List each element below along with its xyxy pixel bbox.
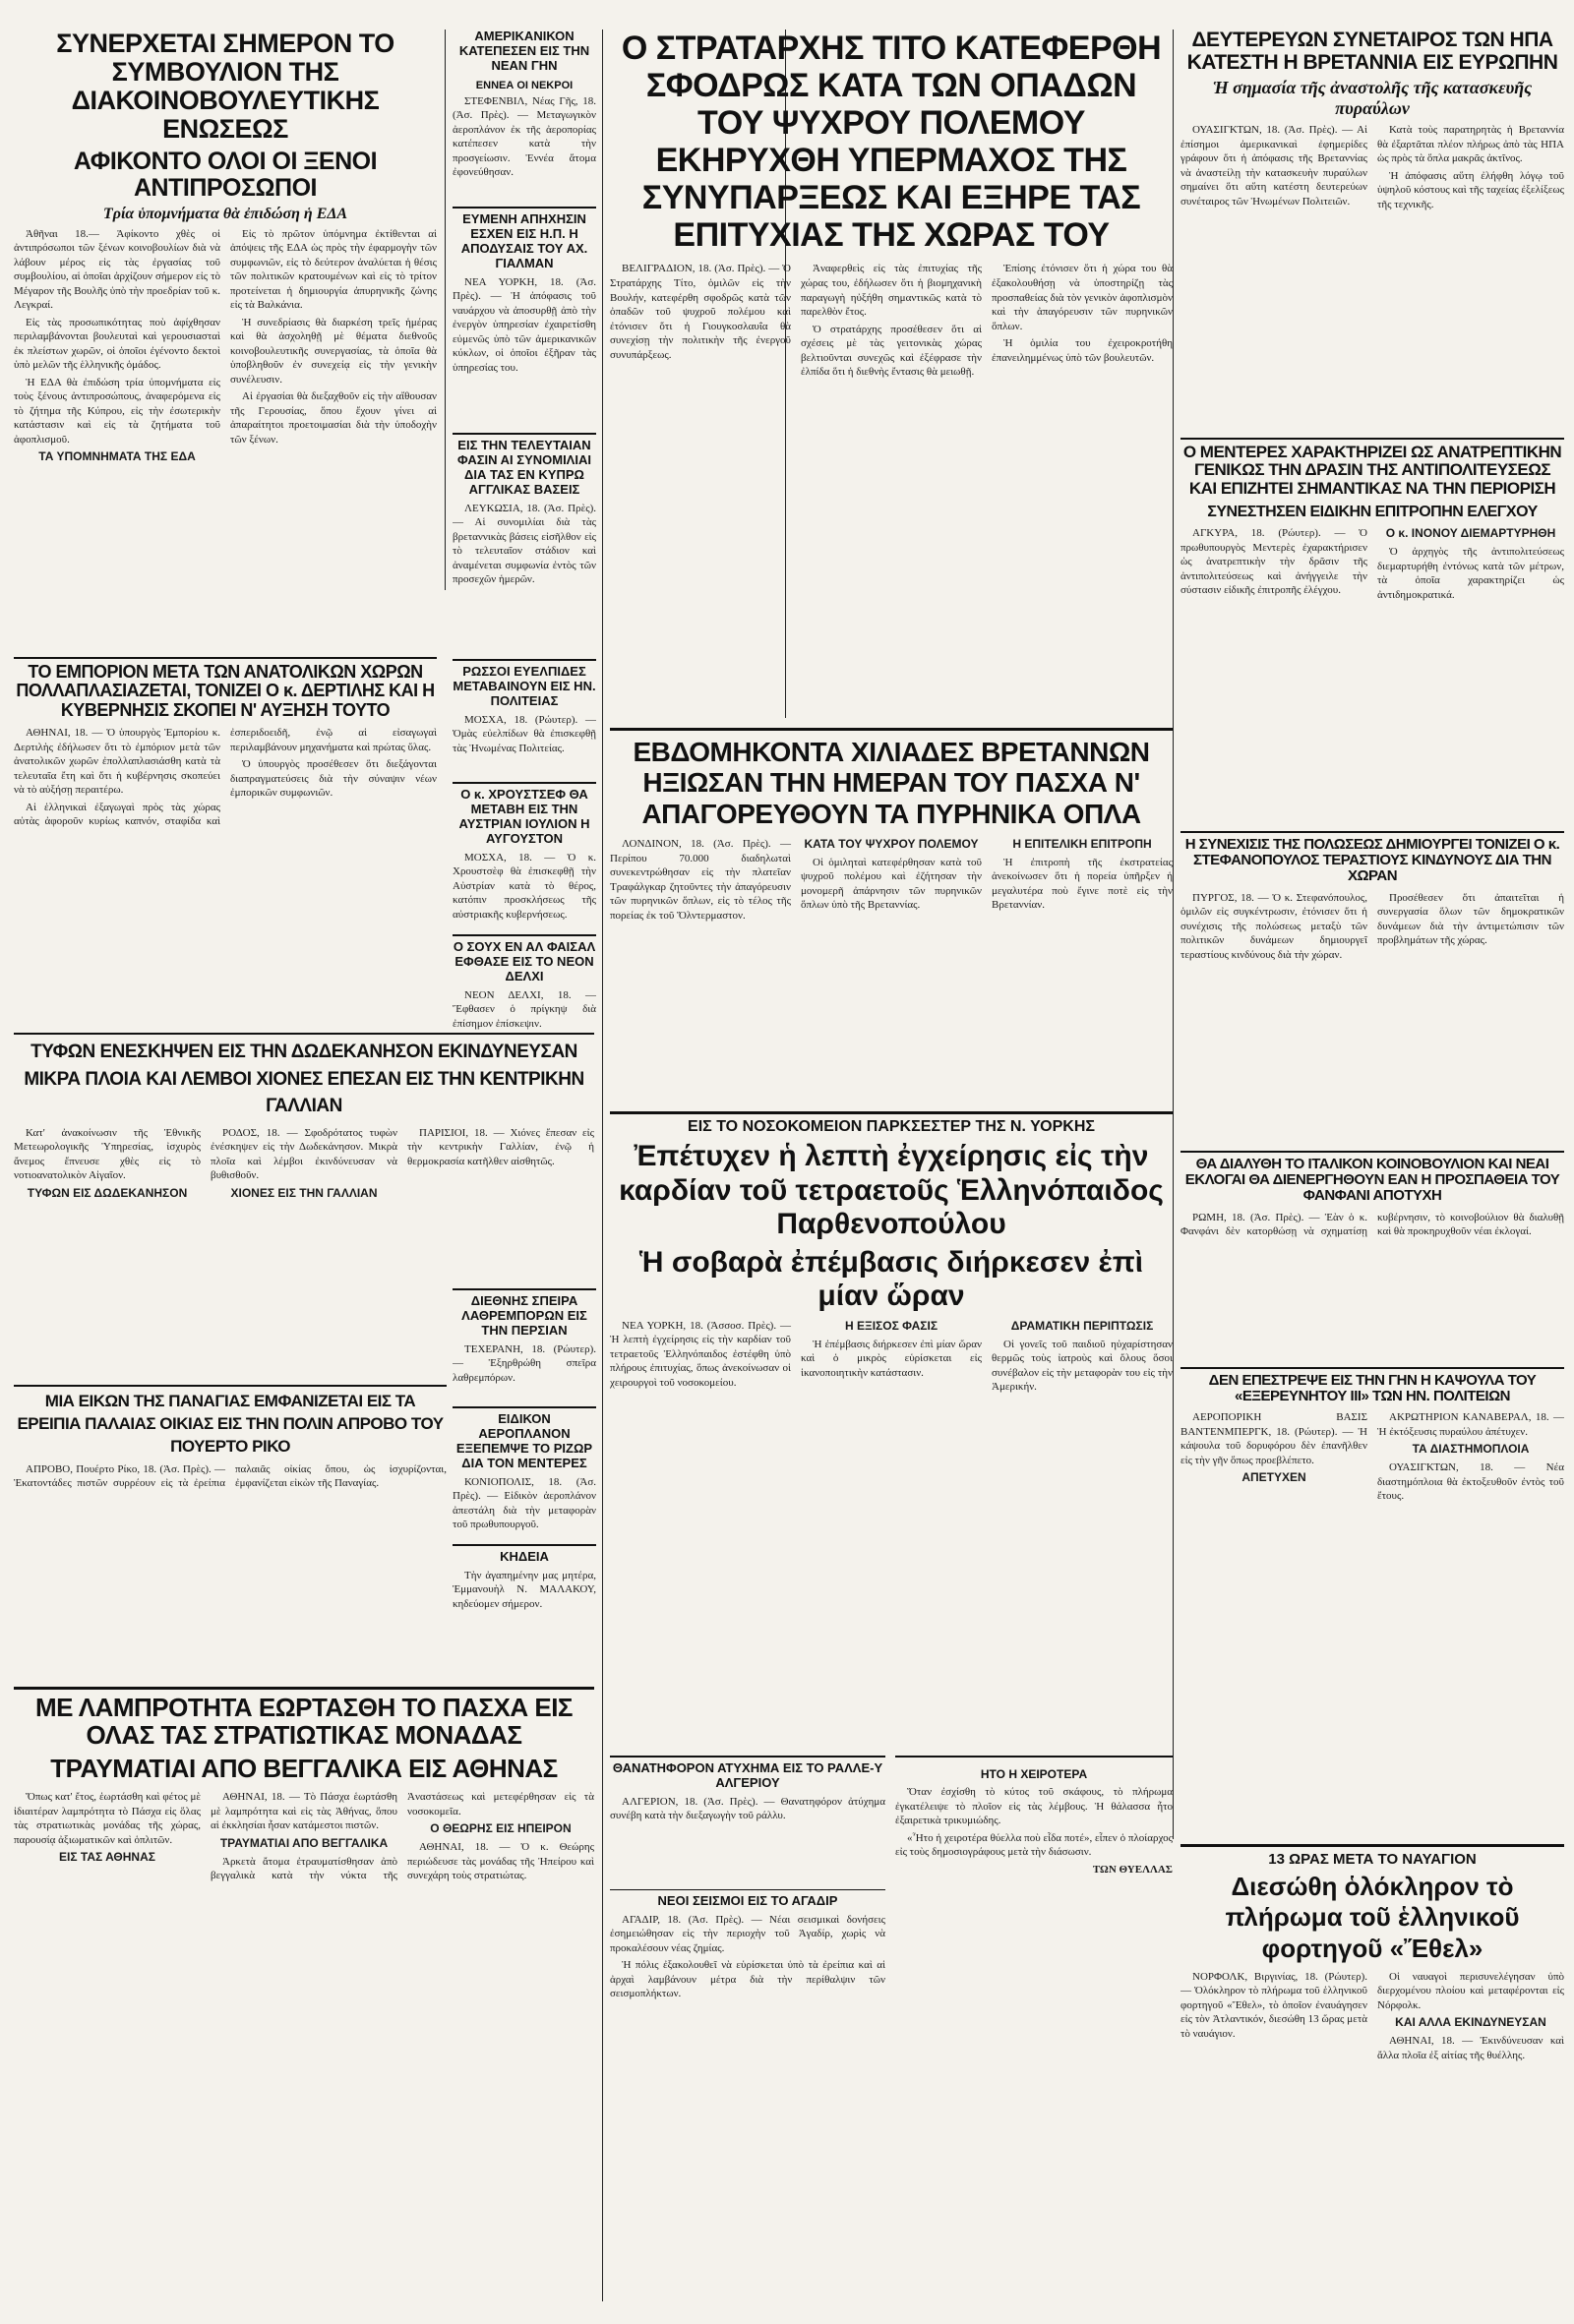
article-body: ΡΩΜΗ, 18. (Ἀσ. Πρὲς). — Ἐὰν ὁ κ. Φανφάνι δὲν κατορθώσῃ νὰ σχηματίσῃ κυβέρνησιν, τὸ κοινοβούλιον θὰ διαλυθῇ καὶ θὰ προκηρυχθοῦν νέαι ἐκλογαί. [1180, 1211, 1564, 1238]
article-body: ΑΠΡΟΒΟ, Πουέρτο Ρίκο, 18. (Ἀσ. Πρὲς). — Ἑκατοντάδες πιστῶν συρρέουν εἰς τὰ ἐρείπια παλαιᾶς οἰκίας ὅπου, ὡς ἰσχυρίζονται, ἐμφανίζεται εἰκὼν τῆς Παναγίας. [14, 1462, 447, 1490]
article-body-secondary: ΑΓΑΔΙΡ, 18. (Ἀσ. Πρὲς). — Νέαι σεισμικαὶ δονήσεις ἐσημειώθησαν εἰς τὴν περιοχὴν τοῦ Ἀγαδίρ, χωρὶς νὰ προκαλέσουν νέας ζημίας. Ἡ πόλις ἐξακολουθεῖ νὰ εὑρίσκεται ὑπὸ τὰ ἐρείπια καὶ αἱ ἀρχαὶ λαμβάνουν μέτρα διὰ τὴν περίθαλψιν τῶν σεισμοπλήκτων. [610, 1913, 885, 2000]
headline-secondary: ΤΡΑΥΜΑΤΙΑΙ ΑΠΟ ΒΕΓΓΑΛΙΚΑ ΕΙΣ ΑΘΗΝΑΣ [50, 1754, 558, 1784]
dateline: ΠΥΡΓΟΣ, 18. [1192, 891, 1254, 904]
kicker: ΕΥΜΕΝΗ ΑΠΗΧΗΣΙΝ ΕΣΧΕΝ ΕΙΣ Η.Π. Η ΑΠΟΔΥΣΑΙΣ ΤΟΥ ΑΧ. ΓΙΑΛΜΑΝ [453, 207, 596, 271]
article-easter-military [14, 1687, 594, 2301]
subsection-heading: ΤΡΑΥΜΑΤΙΑΙ ΑΠΟ ΒΕΓΓΑΛΙΚΑ [219, 1835, 389, 1850]
deceased-name: Ἐμμανουὴλ Ν. ΜΑΛΑΚΟΥ [453, 1583, 594, 1596]
subsection-heading: ΤΑ ΥΠΟΜΝΗΜΑΤΑ ΤΗΣ ΕΔΑ [38, 449, 196, 464]
dateline: ΜΟΣΧΑ, 18. (Ρώυτερ). [464, 713, 578, 726]
headline: Διεσώθη ὁλόκληρον τὸ πλήρωμα τοῦ ἑλληνικοῦ φορτηγοῦ «Ἔθελ» [1225, 1872, 1520, 1963]
headline: ΜΕ ΛΑΜΠΡΟΤΗΤΑ ΕΩΡΤΑΣΘΗ ΤΟ ΠΑΣΧΑ ΕΙΣ ΟΛΑΣ ΤΑΣ ΣΤΡΑΤΙΩΤΙΚΑΣ ΜΟΝΑΔΑΣ [34, 1693, 574, 1751]
article-body: ΚΟΝΙΟΠΟΛΙΣ, 18. (Ἀσ. Πρὲς). — Εἰδικὸν ἀεροπλάνον ἀπεστάλη διὰ τὴν μεταφορὰν τοῦ πρωθυπουργοῦ. [453, 1475, 596, 1531]
subsection-heading: ΔΡΑΜΑΤΙΚΗ ΠΕΡΙΠΤΩΣΙΣ [1010, 1318, 1154, 1333]
dateline: ΑΓΑΔΙΡ, 18. (Ἀσ. Πρὲς). [622, 1913, 745, 1926]
kicker-secondary: ΝΕΟΙ ΣΕΙΣΜΟΙ ΕΙΣ ΤΟ ΑΓΑΔΙΡ [610, 1889, 885, 1909]
kicker: ΕΙΣ ΤΗΝ ΤΕΛΕΥΤΑΙΑΝ ΦΑΣΙΝ ΑΙ ΣΥΝΟΜΙΛΙΑΙ ΔΙΑ ΤΑΣ ΕΝ ΚΥΠΡΩ ΑΓΓΛΙΚΑΣ ΒΑΣΕΙΣ [453, 433, 596, 498]
dateline: ΝΟΡΦΟΛΚ, Βιργινίας, 18. (Ρώυτερ). [1192, 1970, 1367, 1983]
subheadline: ΣΥΝΕΣΤΗΣΕΝ ΕΙΔΙΚΗΝ ΕΠΙΤΡΟΠΗΝ ΕΛΕΓΧΟΥ [1207, 504, 1538, 521]
article-body: ΝΕΑ ΥΟΡΚΗ, 18. (Ἀσ. Πρὲς). — Ἡ ἀπόφασις τοῦ ναυάρχου νὰ ἀποσυρθῇ ἀπὸ τὴν ἐνεργὸν ὑπηρεσίαν ἐχαιρετίσθη εὐμενῶς ὑπὸ τῶν ἀμερικανικῶν κύκλων, οἱ ὁποῖοι ἐξῆραν τὰς ὑπηρεσίας του. [453, 275, 596, 374]
headline: Ο ΜΕΝΤΕΡΕΣ ΧΑΡΑΚΤΗΡΙΖΕΙ ΩΣ ΑΝΑΤΡΕΠΤΙΚΗΝ ΓΕΝΙΚΩΣ ΤΗΝ ΔΡΑΣΙΝ ΤΗΣ ΑΝΤΙΠΟΛΙΤΕΥΣΕΩΣ ΚΑΙ ΕΠΙΖΗΤΕΙ ΣΗΜΑΝΤΙΚΑΣ ΝΑ ΤΗΝ ΠΕΡΙΟΡΙΣΗ [1182, 443, 1562, 498]
dateline: ΛΟΝΔΙΝΟΝ, 18. (Ἀσ. Πρὲς). [622, 838, 771, 851]
article-body: ΜΟΣΧΑ, 18. — Ὁ κ. Χρουστσὲφ θὰ ἐπισκεφθῇ τὴν Αὐστρίαν κατὰ τὸ θέρος, κατόπιν προσκλήσεως τῆς αὐστριακῆς κυβερνήσεως. [453, 851, 596, 921]
kicker: ΡΩΣΣΟΙ ΕΥΕΛΠΙΔΕΣ ΜΕΤΑΒΑΙΝΟΥΝ ΕΙΣ ΗΝ. ΠΟΛΙΤΕΙΑΣ [453, 659, 596, 709]
kicker: ΑΜΕΡΙΚΑΝΙΚΟΝ ΚΑΤΕΠΕΣΕΝ ΕΙΣ ΤΗΝ ΝΕΑΝ ΓΗΝ [458, 29, 590, 73]
kicker: ΘΑΝΑΤΗΦΟΡΟΝ ΑΤΥΧΗΜΑ ΕΙΣ ΤΟ ΡΑΛΛΕ-Υ ΑΛΓΕΡΙΟΥ [612, 1760, 883, 1790]
article-madonna-puerto-rico [14, 1385, 447, 1595]
dateline: ΡΟΔΟΣ, 18. [222, 1126, 280, 1139]
article-body: ΜΟΣΧΑ, 18. (Ρώυτερ). — Ὁμὰς εὐελπίδων θὰ ἐπισκεφθῇ τὰς Ἡνωμένας Πολιτείας. [453, 713, 596, 754]
article-body: Κατ' ἀνακοίνωσιν τῆς Ἐθνικῆς Μετεωρολογικῆς Ὑπηρεσίας, ἰσχυρὸς ἄνεμος ἔπνευσε χθὲς εἰς τὸ νοτιοανατολικὸν Αἰγαῖον. ΤΥΦΩΝ ΕΙΣ ΔΩΔΕΚΑΝΗΣΟΝ ΡΟΔΟΣ, 18. — Σφοδρότατος τυφὼν ἐνέσκηψεν εἰς τὴν Δωδεκάνησον. Μικρὰ πλοῖα καὶ λέμβοι ἐκινδύνευσαν νὰ βυθισθοῦν. ΧΙΟΝΕΣ ΕΙΣ ΤΗΝ ΓΑΛΛΙΑΝ ΠΑΡΙΣΙΟΙ, 18. — Χιόνες ἔπεσαν εἰς τὴν κεντρικὴν Γαλλίαν, ἐνῷ ἡ θερμοκρασία κατῆλθεν αἰσθητῶς. [14, 1126, 594, 1200]
article-body: ΛΟΝΔΙΝΟΝ, 18. (Ἀσ. Πρὲς). — Περίπου 70.000 διαδηλωταὶ συνεκεντρώθησαν εἰς τὴν πλατεῖαν Τραφάλγκαρ ζητοῦντες τὴν ἀπαγόρευσιν τῶν πυρηνικῶν ὅπλων, εἰς τὸ τέλος τῆς πορείας ἐκ τοῦ Ὄλντερμαστον. ΚΑΤΑ ΤΟΥ ΨΥΧΡΟΥ ΠΟΛΕΜΟΥ Οἱ ὁμιληταὶ κατεφέρθησαν κατὰ τοῦ ψυχροῦ πολέμου καὶ ἐζήτησαν τὴν μονομερῆ ἀπάρνησιν τῶν πυρηνικῶν ὅπλων ὑπὸ τῆς Βρεταννίας. Η ΕΠΙΤΕΛΙΚΗ ΕΠΙΤΡΟΠΗ Ἡ ἐπιτροπὴ τῆς ἐκστρατείας ἀνεκοίνωσεν ὅτι ἡ πορεία ὑπῆρξεν ἡ μεγαλυτέρα ποὺ ἔγινε ποτὲ εἰς τὴν Βρεταννίαν. [610, 837, 1173, 922]
dateline: ΑΘΗΝΑΙ, 18. [1389, 2035, 1455, 2048]
article-body: ΝΟΡΦΟΛΚ, Βιργινίας, 18. (Ρώυτερ). — Ὁλόκληρον τὸ πλήρωμα τοῦ ἑλληνικοῦ φορτηγοῦ «Ἔθελ», τὸ ὁποῖον ἐναυάγησεν εἰς τὸν Ἀτλαντικόν, διεσώθη 13 ὥρας μετὰ τὸ ναυάγιον. Οἱ ναυαγοὶ περισυνελέγησαν ὑπὸ διερχομένου πλοίου καὶ μεταφέρονται εἰς Νόρφολκ. ΚΑΙ ΑΛΛΑ ΕΚΙΝΔΥΝΕΥΣΑΝ ΑΘΗΝΑΙ, 18. — Ἐκινδύνευσαν καὶ ἄλλα πλοῖα ἐξ αἰτίας τῆς θυέλλης. [1180, 1970, 1564, 2061]
subsection-heading: ΚΑΤΑ ΤΟΥ ΨΥΧΡΟΥ ΠΟΛΕΜΟΥ [804, 837, 979, 852]
dateline: ΝΕΑ ΥΟΡΚΗ, 18. (Ἀσσοσ. Πρὲς). [622, 1319, 777, 1332]
kicker: ΕΙΣ ΤΟ ΝΟΣΟΚΟΜΕΙΟΝ ΠΑΡΚΣΕΣΤΕΡ ΤΗΣ Ν. ΥΟΡΚΗΣ [688, 1118, 1095, 1135]
dateline: ΑΚΡΩΤΗΡΙΟΝ ΚΑΝΑΒΕΡΑΛ, 18. [1389, 1411, 1549, 1424]
article-body: Ἀθῆναι 18.— Ἀφίκοντο χθὲς οἱ ἀντιπρόσωποι τῶν ξένων κοινοβουλίων διὰ νὰ λάβουν μέρος εἰς τὰς ἐργασίας τοῦ συμβουλίου, αἱ ὁποῖαι ἀρχίζουν σήμερον εἰς τὸ Μέγαρον τῆς Βουλῆς ὑπὸ τὴν προεδρίαν τοῦ κ. Λεγκραί. Εἰς τὰς προσωπικότητας ποὺ ἀφίχθησαν περιλαμβάνονται βουλευταὶ καὶ γερουσιασταὶ ἐκ πλείστων χωρῶν, οἱ ὁποῖοι ἐγένοντο δεκτοὶ ὑπὸ μελῶν τῆς ἑλληνικῆς ὁμάδος. Ἡ ΕΔΑ θὰ ἐπιδώση τρία ὑπομνήματα εἰς τοὺς ξένους ἀντιπροσώπους, ἀναφερόμενα εἰς τὸ ζήτημα τῆς Κύπρου, εἰς τὴν ἐσωτερικὴν κατάστασιν καὶ εἰς τὰ ζητήματα τοῦ ἀφοπλισμοῦ. ΤΑ ΥΠΟΜΝΗΜΑΤΑ ΤΗΣ ΕΔΑ Εἰς τὸ πρῶτον ὑπόμνημα ἐκτίθενται αἱ ἀπόψεις τῆς ΕΔΑ ὡς πρὸς τὴν ἐφαρμογὴν τῶν συμφωνιῶν, εἰς τὸ δεύτερον ἀναλύεται ἡ θέσις τῶν πολιτικῶν κρατουμένων καὶ εἰς τὸ τρίτον προτείνεται ἡ δημιουργία ἀπυρηνικῆς ζώνης εἰς τὰ Βαλκάνια. Ἡ συνεδρίασις θὰ διαρκέση τρεῖς ἡμέρας καὶ θὰ ἀσχοληθῇ μὲ θέματα διεθνοῦς κοινοβουλευτικῆς συνεργασίας, τὰ ὁποῖα θὰ ὑποβληθοῦν ἐν συνεχείᾳ εἰς τὴν γενικὴν συνέλευσιν. Αἱ ἐργασίαι θὰ διεξαχθοῦν εἰς τὴν αἴθουσαν τῆς Γερουσίας, ὅπου ἔχουν γίνει αἱ ἀπαραίτητοι προετοιμασίαι διὰ τὴν ὑποδοχὴν τῶν ξένων. [14, 227, 437, 464]
article-italian-parliament [1180, 1151, 1564, 1373]
article-tito [610, 30, 1173, 778]
dateline: ΑΛΓΕΡΙΟΝ, 18. (Ἀσ. Πρὲς). [622, 1795, 758, 1808]
kicker: ΕΙΔΙΚΟΝ ΑΕΡΟΠΛΑΝΟΝ ΕΞΕΠΕΜΨΕ ΤΟ ΡΙΖΩΡ ΔΙΑ ΤΟΝ ΜΕΝΤΕΡΕΣ [453, 1406, 596, 1471]
article-funeral [453, 1544, 596, 1657]
subsection-heading: Ο κ. ΙΝΟΝΟΥ ΔΙΕΜΑΡΤΥΡΗΘΗ [1385, 526, 1556, 541]
headline-secondary: Ἡ σοβαρὰ ἐπέμβασις διήρκεσεν ἐπὶ μίαν ὥραν [638, 1245, 1144, 1312]
article-body: ΟΥΑΣΙΓΚΤΩΝ, 18. (Ἀσ. Πρὲς). — Αἱ ἐπίσημοι ἀμερικανικαὶ ἐφημερίδες γράφουν ὅτι ἡ ἀπόφασις τῆς Βρεταννίας νὰ ἀναστείλῃ τὴν κατασκευὴν πυραύλων σημαίνει ὅτι αὕτη κατέστη δευτερεύων συνέταιρος τῶν Ἡνωμένων Πολιτειῶν. Κατὰ τοὺς παρατηρητὰς ἡ Βρεταννία θὰ ἐξαρτᾶται πλέον πλήρως ἀπὸ τὰς ΗΠΑ ὡς πρὸς τὰ ὅπλα μακρᾶς ἀκτῖνος. Ἡ ἀπόφασις αὕτη ἐλήφθη λόγῳ τοῦ ὑψηλοῦ κόστους καὶ τῆς ταχείας ἐξελίξεως τῆς τεχνικῆς. [1180, 124, 1564, 210]
article-eastern-trade [14, 657, 437, 1021]
article-body: ΛΕΥΚΩΣΙΑ, 18. (Ἀσ. Πρὲς). — Αἱ συνομιλίαι διὰ τὰς βρεταννικὰς βάσεις εἰσῆλθον εἰς τὸ τελευταῖον στάδιον καὶ ἀναμένεται συμφωνία ἐντὸς τῶν προσεχῶν ἡμερῶν. [453, 502, 596, 586]
headline: ΜΙΑ ΕΙΚΩΝ ΤΗΣ ΠΑΝΑΓΙΑΣ ΕΜΦΑΝΙΖΕΤΑΙ ΕΙΣ ΤΑ ΕΡΕΙΠΙΑ ΠΑΛΑΙΑΣ ΟΙΚΙΑΣ ΕΙΣ ΤΗΝ ΠΟΛΙΝ ΑΠΡΟΒΟ ΤΟΥ ΠΟΥΕΡΤΟ ΡΙΚΟ [17, 1392, 444, 1456]
article-body: ΝΕΑ ΥΟΡΚΗ, 18. (Ἀσσοσ. Πρὲς). — Ἡ λεπτὴ ἐγχείρησις εἰς τὴν καρδίαν τοῦ τετραετοῦς Ἑλληνόπαιδος ἐστέφθη ὑπὸ πλήρους ἐπιτυχίας, ὅπως ἀνεκοίνωσαν οἱ χειρουργοὶ τοῦ νοσοκομείου. Η ΕΞΙΣΟΣ ΦΑΣΙΣ Ἡ ἐπέμβασις διήρκεσεν ἐπὶ μίαν ὥραν καὶ ὁ μικρὸς εὑρίσκεται εἰς ἱκανοποιητικὴν κατάστασιν. ΔΡΑΜΑΤΙΚΗ ΠΕΡΙΠΤΩΣΙΣ Οἱ γονεῖς τοῦ παιδιοῦ ηὐχαρίστησαν θερμῶς τοὺς ἰατροὺς καὶ ὅλους ὅσοι συνέβαλον εἰς τὴν μεταφορὰν του εἰς τὴν Ἀμερικήν. [610, 1318, 1173, 1394]
subsection-heading: ΚΑΙ ΑΛΛΑ ΕΚΙΝΔΥΝΕΥΣΑΝ [1395, 2015, 1546, 2030]
dateline: ΟΥΑΣΙΓΚΤΩΝ, 18. (Ἀσ. Πρὲς). [1192, 124, 1338, 137]
dateline: ΑΠΡΟΒΟ, Πουέρτο Ρίκο, 18. (Ἀσ. Πρὲς). [26, 1462, 212, 1475]
dateline: ΝΕΑ ΥΟΡΚΗ, 18. (Ἀσ. Πρὲς). [453, 275, 596, 303]
article-body: ΝΕΟΝ ΔΕΛΧΙ, 18. — Ἔφθασεν ὁ πρίγκηψ διὰ ἐπίσημον ἐπίσκεψιν. [453, 988, 596, 1030]
article-britain-junior-partner [1180, 30, 1564, 447]
headline: ΔΕΥΤΕΡΕΥΩΝ ΣΥΝΕΤΑΙΡΟΣ ΤΩΝ ΗΠΑ ΚΑΤΕΣΤΗ Η ΒΡΕΤΑΝΝΙΑ ΕΙΣ ΕΥΡΩΠΗΝ [1186, 29, 1558, 74]
subsection-heading: ΧΙΟΝΕΣ ΕΙΣ ΤΗΝ ΓΑΛΛΙΑΝ [230, 1185, 378, 1200]
article-body: Ὅταν ἐσχίσθη τὸ κύτος τοῦ σκάφους, τὸ πλήρωμα ἐγκατέλειψε τὸ πλοῖον εἰς τὰς λέμβους. Ἡ θάλασσα ἦτο ἐξαιρετικὰ τρικυμιώδης. «Ἦτο ἡ χειροτέρα θύελλα ποὺ εἶδα ποτέ», εἶπεν ὁ πλοίαρχος εἰς τοὺς δημοσιογράφους μετὰ τὴν διάσωσιν. ΤΩΝ ΘΥΕΛΛΑΣ [895, 1786, 1173, 1876]
article-discoverer-capsule [1180, 1367, 1564, 1637]
subsection-heading: Ο ΘΕΩΡΗΣ ΕΙΣ ΗΠΕΙΡΟΝ [430, 1821, 572, 1836]
subheadline: Τρία ὑπομνήματα θὰ ἐπιδώση ἡ ΕΔΑ [102, 205, 348, 222]
subsection-heading: ΑΠΕΤΥΧΕΝ [1241, 1470, 1306, 1485]
dateline: ΛΕΥΚΩΣΙΑ, 18. (Ἀσ. Πρὲς). [464, 502, 596, 514]
headline: ΤΥΦΩΝ ΕΝΕΣΚΗΨΕΝ ΕΙΣ ΤΗΝ ΔΩΔΕΚΑΝΗΣΟΝ ΕΚΙΝΔΥΝΕΥΣΑΝ ΜΙΚΡΑ ΠΛΟΙΑ ΚΑΙ ΛΕΜΒΟΙ ΧΙΟΝΕΣ ΕΠΕΣΑΝ ΕΙΣ ΤΗΝ ΚΕΝΤΡΙΚΗΝ ΓΑΛΛΙΑΝ [24, 1042, 584, 1117]
subsection-heading: Η ΕΞΙΣΟΣ ΦΑΣΙΣ [844, 1318, 938, 1333]
signature: ΤΩΝ ΘΥΕΛΛΑΣ [1092, 1863, 1173, 1876]
subkicker: ΕΝΝΕΑ ΟΙ ΝΕΚΡΟΙ [475, 79, 574, 91]
subsection-heading: Η ΕΠΙΤΕΛΙΚΗ ΕΠΙΤΡΟΠΗ [1012, 837, 1152, 852]
article-body: Ὅπως κατ' ἔτος, ἑωρτάσθη καὶ φέτος μὲ ἰδιαιτέραν λαμπρότητα τὸ Πάσχα εἰς ὅλας τὰς στρατιωτικὰς μονάδας τῆς χώρας, παρουσίᾳ ἀξιωματικῶν καὶ ὁπλιτῶν. ΕΙΣ ΤΑΣ ΑΘΗΝΑΣ ΑΘΗΝΑΙ, 18. — Τὸ Πάσχα ἑωρτάσθη μὲ λαμπρότητα καὶ εἰς τὰς Ἀθήνας, ὅπου αἱ ἐκκλησίαι ἦσαν κατάμεστοι πιστῶν. ΤΡΑΥΜΑΤΙΑΙ ΑΠΟ ΒΕΓΓΑΛΙΚΑ Ἀρκετὰ ἄτομα ἐτραυματίσθησαν ἀπὸ βεγγαλικὰ κατὰ τὴν νύκτα τῆς Ἀναστάσεως καὶ μετεφέρθησαν εἰς τὰ νοσοκομεῖα. Ο ΘΕΩΡΗΣ ΕΙΣ ΗΠΕΙΡΟΝ ΑΘΗΝΑΙ, 18. — Ὁ κ. Θεώρης περιώδευσε τὰς μονάδας τῆς Ἠπείρου καὶ συνεχάρη τοὺς στρατιώτας. [14, 1791, 594, 1882]
article-ethel-rescue [1180, 1844, 1564, 2294]
kicker: 13 ΩΡΑΣ ΜΕΤΑ ΤΟ ΝΑΥΑΓΙΟΝ [1268, 1851, 1477, 1868]
subsection-heading: ΤΥΦΩΝ ΕΙΣ ΔΩΔΕΚΑΝΗΣΟΝ [27, 1185, 188, 1200]
subsection-heading: ΗΤΟ Η ΧΕΙΡΟΤΕΡΑ [980, 1767, 1088, 1781]
headline-secondary: ΑΦΙΚΟΝΤΟ ΟΛΟΙ ΟΙ ΞΕΝΟΙ ΑΝΤΙΠΡΟΣΩΠΟΙ [73, 147, 378, 202]
subsection-heading: ΤΑ ΔΙΑΣΤΗΜΟΠΛΟΙΑ [1412, 1442, 1530, 1457]
article-interparliamentary-union [14, 30, 437, 650]
headline: Η ΣΥΝΕΧΙΣΙΣ ΤΗΣ ΠΟΛΩΣΕΩΣ ΔΗΜΙΟΥΡΓΕΙ ΤΟΝΙΖΕΙ Ο κ. ΣΤΕΦΑΝΟΠΟΥΛΟΣ ΤΕΡΑΣΤΙΟΥΣ ΚΙΝΔΥΝΟΥΣ ΔΙΑ ΤΗΝ ΧΩΡΑΝ [1184, 836, 1560, 885]
article-body: ΑΛΓΕΡΙΟΝ, 18. (Ἀσ. Πρὲς). — Θανατηφόρον ἀτύχημα συνέβη κατὰ τὴν διεξαγωγὴν τοῦ ράλλυ. [610, 1795, 885, 1822]
article-worst-storm [895, 1756, 1173, 2282]
dateline: ΑΘΗΝΑΙ, 18. [26, 727, 89, 740]
subsection-heading: ΕΙΣ ΤΑΣ ΑΘΗΝΑΣ [59, 1850, 155, 1865]
article-body: ΒΕΛΙΓΡΑΔΙΟΝ, 18. (Ἀσ. Πρὲς). — Ὁ Στρατάρχης Τίτο, ὁμιλῶν εἰς τὴν Βουλήν, κατεφέρθη σφοδρῶς κατὰ τῶν ὀπαδῶν τοῦ ψυχροῦ πολέμου καὶ ἐτόνισεν ὅτι ἡ Γιουγκοσλαυΐα θὰ συνεχίσῃ τὴν πολιτικὴν τῆς ἐνεργοῦ συνυπάρξεως. Ἀναφερθεὶς εἰς τὰς ἐπιτυχίας τῆς χώρας του, ἐδήλωσεν ὅτι ἡ βιομηχανικὴ παραγωγὴ ηὐξήθη σημαντικῶς κατὰ τὸ παρελθὸν ἔτος. Ὁ στρατάρχης προσέθεσεν ὅτι αἱ σχέσεις μὲ τὰς γειτονικὰς χώρας βελτιοῦνται συνεχῶς καὶ ἐξέφρασε τὴν ἐλπίδα ὅτι ἡ διεθνὴς ἔντασις θὰ μειωθῇ. Ἐπίσης ἐτόνισεν ὅτι ἡ χώρα του θὰ ἐξακολουθήσῃ νὰ ὑποστηρίζῃ τὰς προσπαθείας διὰ τὸν γενικὸν ἀφοπλισμὸν καὶ τὴν ἀπαγόρευσιν τῶν πυρηνικῶν ὅπλων. Ἡ ὁμιλία του ἐχειροκροτήθη ἐπανειλημμένως ὑπὸ τῶν βουλευτῶν. [610, 263, 1173, 379]
dateline: ΒΕΛΙΓΡΑΔΙΟΝ, 18. (Ἀσ. Πρὲς). [622, 263, 766, 275]
dateline: ΑΓΚΥΡΑ, 18. (Ρώυτερ). [1192, 527, 1321, 540]
article-body: ΑΘΗΝΑΙ, 18. — Ὁ ὑπουργὸς Ἐμπορίου κ. Δερτιλὴς ἐδήλωσεν ὅτι τὸ ἐμπόριον μετὰ τῶν ἀνατολικῶν χωρῶν ἐπολλαπλασιάσθη κατὰ τὰ τελευταῖα ἔτη καὶ ὅτι ἡ κυβέρνησις σκοπεύει νὰ τὸ αὐξήσῃ περαιτέρω. Αἱ ἑλληνικαὶ ἐξαγωγαὶ πρὸς τὰς χώρας αὐτὰς ἀφοροῦν κυρίως καπνόν, σταφίδα καὶ ἐσπεριδοειδῆ, ἐνῷ αἱ εἰσαγωγαὶ περιλαμβάνουν μηχανήματα καὶ πρώτας ὕλας. Ὁ ὑπουργὸς προσέθεσεν ὅτι διεξάγονται διαπραγματεύσεις διὰ τὴν σύναψιν νέων ἐμπορικῶν συμφωνιῶν. [14, 727, 437, 828]
article-body: ΑΕΡΟΠΟΡΙΚΗ ΒΑΣΙΣ ΒΑΝΤΕΝΜΠΕΡΓΚ, 18. (Ρώυτερ). — Ἡ κάψουλα τοῦ δορυφόρου δὲν ἐπανῆλθεν εἰς τὴν γῆν ὅπως προεβλέπετο. ΑΠΕΤΥΧΕΝ ΑΚΡΩΤΗΡΙΟΝ ΚΑΝΑΒΕΡΑΛ, 18. — Ἡ ἐκτόξευσις πυραύλου ἀπέτυχεν. ΤΑ ΔΙΑΣΤΗΜΟΠΛΟΙΑ ΟΥΑΣΙΓΚΤΩΝ, 18. — Νέα διαστημόπλοια θὰ ἐκτοξευθοῦν ἐντὸς τοῦ ἔτους. [1180, 1411, 1564, 1503]
headline: ΤΟ ΕΜΠΟΡΙΟΝ ΜΕΤΑ ΤΩΝ ΑΝΑΤΟΛΙΚΩΝ ΧΩΡΩΝ ΠΟΛΛΑΠΛΑΣΙΑΖΕΤΑΙ, ΤΟΝΙΖΕΙ Ο κ. ΔΕΡΤΙΛΗΣ ΚΑΙ Η ΚΥΒΕΡΝΗΣΙΣ ΣΚΟΠΕΙ Ν' ΑΥΞΗΣΗ ΤΟΥΤΟ [16, 662, 435, 720]
article-russian-cadets [453, 659, 596, 802]
kicker: Ο ΣΟΥΧ ΕΝ ΑΛ ΦΑΙΣΑΛ ΕΦΘΑΣΕ ΕΙΣ ΤΟ ΝΕΟΝ ΔΕΛΧΙ [453, 934, 596, 984]
headline: ΔΕΝ ΕΠΕΣΤΡΕΨΕ ΕΙΣ ΤΗΝ ΓΗΝ Η ΚΑΨΟΥΛΑ ΤΟΥ «ΕΞΕΡΕΥΝΗΤΟΥ ΙΙΙ» ΤΩΝ ΗΝ. ΠΟΛΙΤΕΙΩΝ [1208, 1372, 1537, 1405]
kicker: Ο κ. ΧΡΟΥΣΤΣΕΦ ΘΑ ΜΕΤΑΒΗ ΕΙΣ ΤΗΝ ΑΥΣΤΡΙΑΝ ΙΟΥΛΙΟΝ Η ΑΥΓΟΥΣΤΟΝ [453, 782, 596, 847]
article-plane-crash-newfoundland [453, 30, 596, 212]
article-body: ΤΕΧΕΡΑΝΗ, 18. (Ρώυτερ). — Ἐξηρθρώθη σπεῖρα λαθρεμπόρων. [453, 1342, 596, 1384]
dateline: ΡΩΜΗ, 18. (Ἀσ. Πρὲς). [1192, 1211, 1304, 1223]
headline: ΘΑ ΔΙΑΛΥΘΗ ΤΟ ΙΤΑΛΙΚΟΝ ΚΟΙΝΟΒΟΥΛΙΟΝ ΚΑΙ ΝΕΑΙ ΕΚΛΟΓΑΙ ΘΑ ΔΙΕΝΕΡΓΗΘΟΥΝ ΕΑΝ Η ΠΡΟΣΠΑΘΕΙΑ ΤΟΥ ΦΑΝΦΑΝΙ ΑΠΟΤΥΧΗ [1184, 1156, 1560, 1205]
article-stefanopoulos [1180, 831, 1564, 1191]
dateline: ΚΟΝΙΟΠΟΛΙΣ, 18. (Ἀσ. Πρὲς). [453, 1475, 596, 1503]
dateline: ΑΕΡΟΠΟΡΙΚΗ ΒΑΣΙΣ ΒΑΝΤΕΝΜΠΕΡΓΚ, 18. (Ρώυτερ). [1180, 1411, 1367, 1438]
article-heart-surgery [610, 1111, 1173, 1771]
kicker: ΚΗΔΕΙΑ [453, 1544, 596, 1565]
article-algeria-rally [610, 1756, 885, 2208]
dateline: ΣΤΕΦΕΝΒΙΛ, Νέας Γῆς, 18. (Ἀσ. Πρὲς). [453, 94, 596, 122]
article-menderes [1180, 438, 1564, 777]
article-body: ΣΤΕΦΕΝΒΙΛ, Νέας Γῆς, 18. (Ἀσ. Πρὲς). — Μεταγωγικὸν ἀεροπλάνον ἐκ τῆς ἀεροπορίας κατέπεσεν κατὰ τὴν προσγείωσιν. Ἐννέα ἄτομα ἐφονεύθησαν. [453, 94, 596, 179]
headline: ΣΥΝΕΡΧΕΤΑΙ ΣΗΜΕΡΟΝ ΤΟ ΣΥΜΒΟΥΛΙΟΝ ΤΗΣ ΔΙΑΚΟΙΝΟΒΟΥΛΕΥΤΙΚΗΣ ΕΝΩΣΕΩΣ [56, 29, 394, 145]
article-body: ΑΓΚΥΡΑ, 18. (Ρώυτερ). — Ὁ πρωθυπουργὸς Μεντερὲς ἐχαρακτήρισεν ὡς ἀνατρεπτικὴν τὴν δρᾶσιν τῆς ἀντιπολιτεύσεως καὶ ἀνήγγειλε τὴν σύστασιν εἰδικῆς ἐπιτροπῆς ἐλέγχου. Ο κ. ΙΝΟΝΟΥ ΔΙΕΜΑΡΤΥΡΗΘΗ Ὁ ἀρχηγὸς τῆς ἀντιπολιτεύσεως διεμαρτυρήθη ἐντόνως κατὰ τῶν μέτρων, τὰ ὁποῖα χαρακτηρίζει ὡς ἀντιδημοκρατικά. [1180, 526, 1564, 601]
article-body: Τὴν ἀγαπημένην μας μητέρα, Ἐμμανουὴλ Ν. ΜΑΛΑΚΟΥ, κηδεύομεν σήμερον. [453, 1569, 596, 1610]
headline: Ο ΣΤΡΑΤΑΡΧΗΣ ΤΙΤΟ ΚΑΤΕΦΕΡΘΗ ΣΦΟΔΡΩΣ ΚΑΤΑ ΤΩΝ ΟΠΑΔΩΝ ΤΟΥ ΨΥΧΡΟΥ ΠΟΛΕΜΟΥ ΕΚΗΡΥΧΘΗ ΥΠΕΡΜΑΧΟΣ ΤΗΣ ΣΥΝΥΠΑΡΞΕΩΣ ΚΑΙ ΕΞΗΡΕ ΤΑΣ ΕΠΙΤΥΧΙΑΣ ΤΗΣ ΧΩΡΑΣ ΤΟΥ [621, 30, 1162, 255]
headline: ΕΒΔΟΜΗΚΟΝΤΑ ΧΙΛΙΑΔΕΣ ΒΡΕΤΑΝΝΩΝ ΗΞΙΩΣΑΝ ΤΗΝ ΗΜΕΡΑΝ ΤΟΥ ΠΑΣΧΑ Ν' ΑΠΑΓΟΡΕΥΘΟΥΝ ΤΑ ΠΥΡΗΝΙΚΑ ΟΠΛΑ [633, 737, 1150, 829]
headline: Ἐπέτυχεν ἡ λεπτὴ ἐγχείρησις εἰς τὴν καρδίαν τοῦ τετραετοῦς Ἑλληνόπαιδος Παρθενοπούλου [619, 1140, 1164, 1241]
dateline: ΤΕΧΕΡΑΝΗ, 18. (Ρώυτερ). [464, 1342, 596, 1355]
subheadline: Ἡ σημασία τῆς ἀναστολῆς τῆς κατασκευῆς πυραύλων [1212, 78, 1533, 119]
article-body: ΠΥΡΓΟΣ, 18. — Ὁ κ. Στεφανόπουλος, ὁμιλῶν εἰς συγκέντρωσιν, ἐτόνισεν ὅτι ἡ συνέχισις τῆς πολώσεως μεταξὺ τῶν πολιτικῶν δυνάμεων δημιουργεῖ τεραστίους κινδύνους διὰ τὴν χώραν. Προσέθεσεν ὅτι ἀπαιτεῖται ἡ συνεργασία ὅλων τῶν δημοκρατικῶν δυνάμεων διὰ τὴν ἀντιμετώπισιν τῶν προβλημάτων τῆς χώρας. [1180, 891, 1564, 961]
dateline: ΑΘΗΝΑΙ, 18. [222, 1791, 285, 1804]
kicker: ΔΙΕΘΝΗΣ ΣΠΕΙΡΑ ΛΑΘΡΕΜΠΟΡΩΝ ΕΙΣ ΤΗΝ ΠΕΡΣΙΑΝ [453, 1288, 596, 1339]
